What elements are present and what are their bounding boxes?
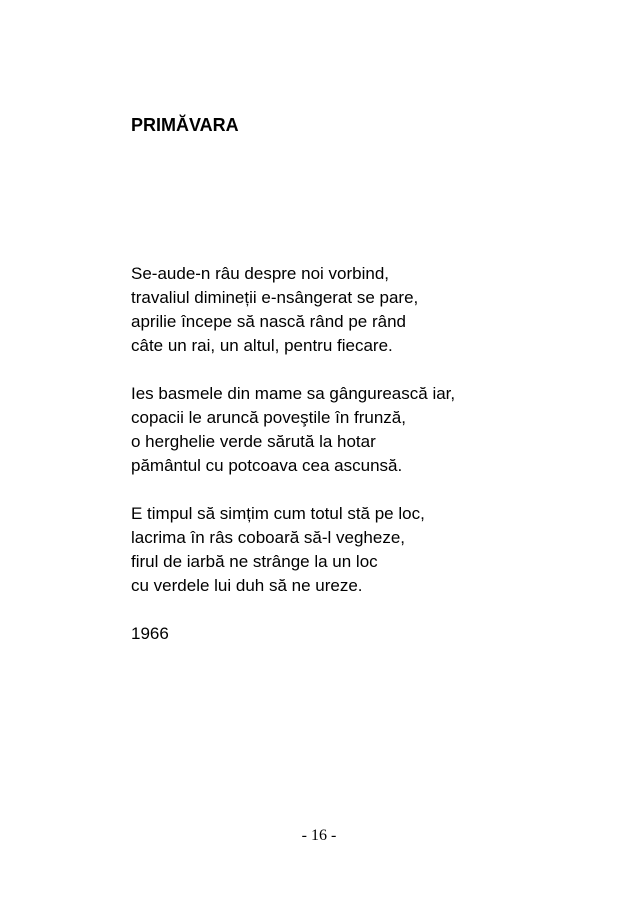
stanza-1 (131, 262, 591, 358)
poem-year: 1966 (131, 624, 169, 643)
stanza-3 (131, 502, 591, 598)
poem-line: copacii le aruncă poveştile în frunză, (131, 408, 406, 427)
poem-body (131, 262, 591, 646)
poem-line: firul de iarbă ne strânge la un loc (131, 552, 378, 571)
poem-line: aprilie începe să nască rând pe rând (131, 312, 407, 331)
poem-line: travaliul dimineții e-nsângerat se pare, (131, 288, 419, 307)
poem-line: pământul cu potcoava cea ascunsă. (131, 456, 403, 475)
page-number: - 16 - (301, 827, 337, 844)
poem-line: câte un rai, un altul, pentru fiecare. (131, 336, 393, 355)
poem-line: lacrima în râs coboară să-l vegheze, (131, 528, 406, 547)
stanza-2 (131, 382, 591, 478)
poem-title: PRIMĂVARA (131, 115, 239, 135)
poem-line: Ies basmele din mame sa gângurească iar, (131, 384, 456, 403)
poem-line: E timpul să simțim cum totul stă pe loc, (131, 504, 425, 523)
poem-line: o herghelie verde sărută la hotar (131, 432, 376, 451)
poem-line: Se-aude-n râu despre noi vorbind, (131, 264, 389, 283)
poem-line: cu verdele lui duh să ne ureze. (131, 576, 363, 595)
